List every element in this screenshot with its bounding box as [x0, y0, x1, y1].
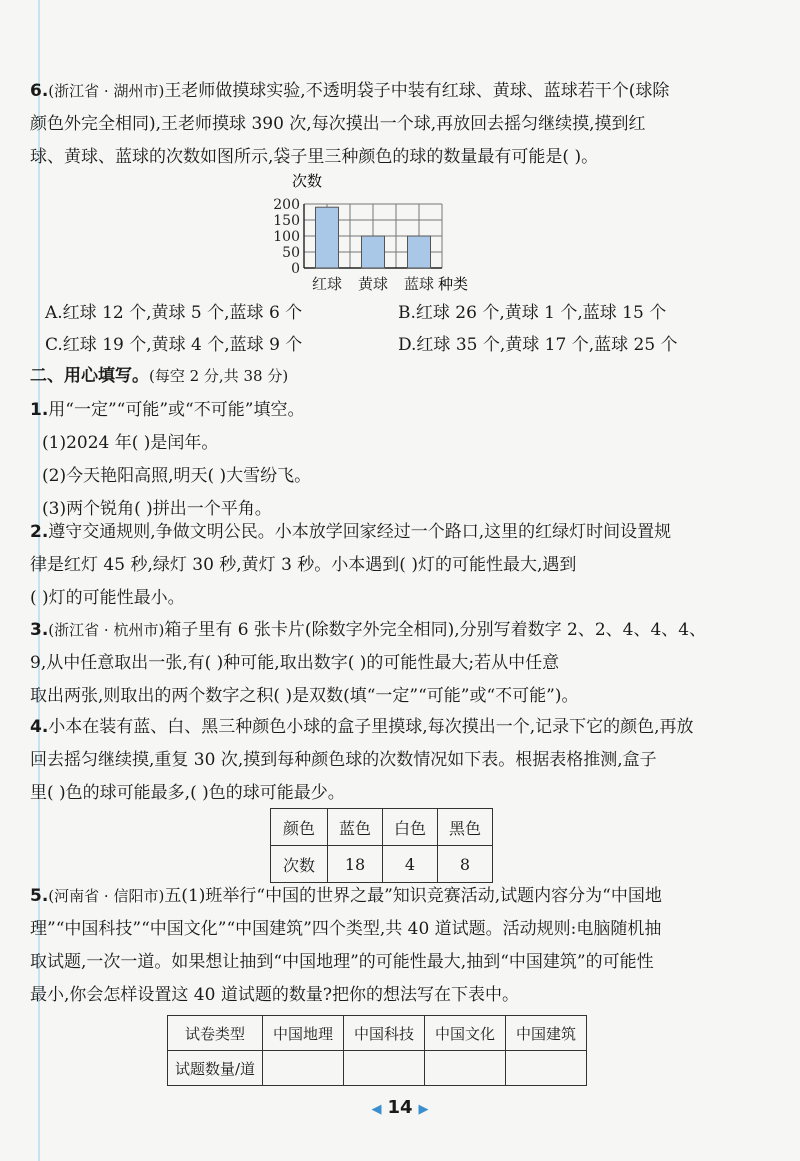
next-page-arrow-icon: ▶ [418, 1102, 429, 1117]
q2-text-1: 遵守交通规则,争做文明公民。小本放学回家经过一个路口,这里的红绿灯时间设置规 [48, 522, 672, 542]
q5-text-3: 取试题,一次一道。如果想让抽到“中国地理”的可能性最大,抽到“中国建筑”的可能性 [30, 952, 654, 972]
table-header-cell: 黑色 [438, 809, 493, 846]
table-row-label: 试题数量/道 [168, 1051, 263, 1086]
prev-page-arrow-icon: ◀ [371, 1102, 382, 1117]
section-2-score: (每空 2 分,共 38 分) [149, 367, 289, 385]
q4-text-1: 小本在装有蓝、白、黑三种颜色小球的盒子里摸球,每次摸出一个,记录下它的颜色,再放 [48, 717, 694, 737]
table-header-cell: 颜色 [271, 809, 328, 846]
table-row [271, 846, 493, 883]
page-footer [0, 1097, 800, 1118]
q6-option-c[interactable]: C.红球 19 个,黄球 4 个,蓝球 9 个 [45, 335, 303, 355]
chart-y-tick-label: 150 [273, 213, 300, 229]
color-count-table [270, 808, 493, 883]
q5-number: 5. [30, 886, 49, 906]
q6-line-2: 颜色外完全相同),王老师摸球 390 次,每次摸出一个球,再放回去摇匀继续摸,摸到红 [30, 114, 646, 134]
q5-text-2: 理”“中国科技”“中国文化”“中国建筑”四个类型,共 40 道试题。活动规则:电脑随机抽 [30, 919, 662, 939]
ball-count-bar-chart [262, 172, 492, 300]
chart-y-tick-label: 200 [273, 197, 300, 213]
q4-text-3: 里( )色的球可能最多,( )色的球可能最少。 [30, 783, 345, 803]
q2-number: 2. [30, 522, 49, 542]
q2-text-2: 律是红灯 45 秒,绿灯 30 秒,黄灯 3 秒。小本遇到( )灯的可能性最大,遇到 [30, 555, 577, 575]
q5-text-1: 五(1)班举行“中国的世界之最”知识竞赛活动,试题内容分为“中国地 [164, 886, 662, 906]
table-row [168, 1016, 587, 1051]
q6-option-a[interactable]: A.红球 12 个,黄球 5 个,蓝球 6 个 [45, 303, 303, 323]
section-2-title: 二、用心填写。 [30, 366, 149, 386]
chart-bar-3 [408, 236, 431, 268]
q3-number: 3. [30, 620, 49, 640]
question-6 [30, 75, 772, 174]
q1-item-3: (3)两个锐角( )拼出一个平角。 [42, 499, 272, 519]
q6-number: 6. [30, 81, 49, 101]
q3-text-3: 取出两张,则取出的两个数字之积( )是双数(填“一定”“可能”或“不可能”)。 [30, 686, 579, 706]
table-header-cell: 试卷类型 [168, 1016, 263, 1051]
table-header-cell: 蓝色 [328, 809, 383, 846]
answer-cell-technology[interactable] [344, 1051, 425, 1086]
chart-x-tick-label: 黄球 [357, 275, 389, 293]
question-count-table [167, 1015, 587, 1086]
q6-line-1 [30, 75, 772, 108]
table-header-cell: 白色 [383, 809, 438, 846]
chart-y-tick-label: 0 [291, 261, 300, 277]
answer-cell-culture[interactable] [425, 1051, 506, 1086]
q6-option-b[interactable]: B.红球 26 个,黄球 1 个,蓝球 15 个 [398, 303, 667, 323]
q4-number: 4. [30, 717, 49, 737]
q1-lead: 用“一定”“可能”或“不可能”填空。 [48, 400, 305, 420]
q5-region: (河南省 · 信阳市) [48, 887, 165, 905]
q3-text-1: 箱子里有 6 张卡片(除数字外完全相同),分别写着数字 2、2、4、4、4、 [164, 620, 707, 640]
q3-region: (浙江省 · 杭州市) [48, 621, 165, 639]
table-header-cell: 中国科技 [344, 1016, 425, 1051]
q1-item-2: (2)今天艳阳高照,明天( )大雪纷飞。 [42, 466, 312, 486]
chart-y-label: 次数 [292, 172, 323, 190]
question-4 [30, 711, 772, 810]
table-cell: 18 [328, 846, 383, 883]
question-3 [30, 614, 772, 713]
chart-y-tick-label: 100 [273, 229, 300, 245]
chart-x-label: 种类 [438, 275, 469, 293]
table-header-cell: 中国地理 [263, 1016, 344, 1051]
chart-x-ticks [312, 275, 434, 293]
chart-y-ticks [273, 197, 300, 277]
page-number: 14 [387, 1097, 413, 1118]
q6-option-d[interactable]: D.红球 35 个,黄球 17 个,蓝球 25 个 [398, 335, 678, 355]
table-row [168, 1051, 587, 1086]
question-1 [30, 394, 772, 526]
section-2-heading [30, 360, 772, 393]
q2-text-3: ( )灯的可能性最小。 [30, 588, 185, 608]
table-cell: 次数 [271, 846, 328, 883]
q6-line-3: 球、黄球、蓝球的次数如图所示,袋子里三种颜色的球的数量最有可能是( )。 [30, 147, 599, 167]
question-5 [30, 880, 772, 1012]
q6-text-1: 王老师做摸球实验,不透明袋子中装有红球、黄球、蓝球若干个(球除 [164, 81, 670, 101]
question-2 [30, 516, 772, 615]
chart-bar-1 [316, 207, 339, 268]
answer-cell-architecture[interactable] [506, 1051, 587, 1086]
q4-text-2: 回去摇匀继续摸,重复 30 次,摸到每种颜色球的次数情况如下表。根据表格推测,盒子 [30, 750, 657, 770]
table-header-cell: 中国建筑 [506, 1016, 587, 1051]
q3-text-2: 9,从中任意取出一张,有( )种可能,取出数字( )的可能性最大;若从中任意 [30, 653, 560, 673]
q1-item-1: (1)2024 年( )是闰年。 [42, 433, 219, 453]
table-row [271, 809, 493, 846]
chart-bar-2 [362, 236, 385, 268]
chart-y-tick-label: 50 [282, 245, 300, 261]
table-cell: 8 [438, 846, 493, 883]
q1-number: 1. [30, 400, 49, 420]
answer-cell-geography[interactable] [263, 1051, 344, 1086]
q5-text-4: 最小,你会怎样设置这 40 道试题的数量?把你的想法写在下表中。 [30, 985, 519, 1005]
q6-region: (浙江省 · 湖州市) [48, 82, 165, 100]
table-cell: 4 [383, 846, 438, 883]
chart-x-tick-label: 蓝球 [403, 275, 435, 293]
table-header-cell: 中国文化 [425, 1016, 506, 1051]
chart-x-tick-label: 红球 [311, 275, 343, 293]
